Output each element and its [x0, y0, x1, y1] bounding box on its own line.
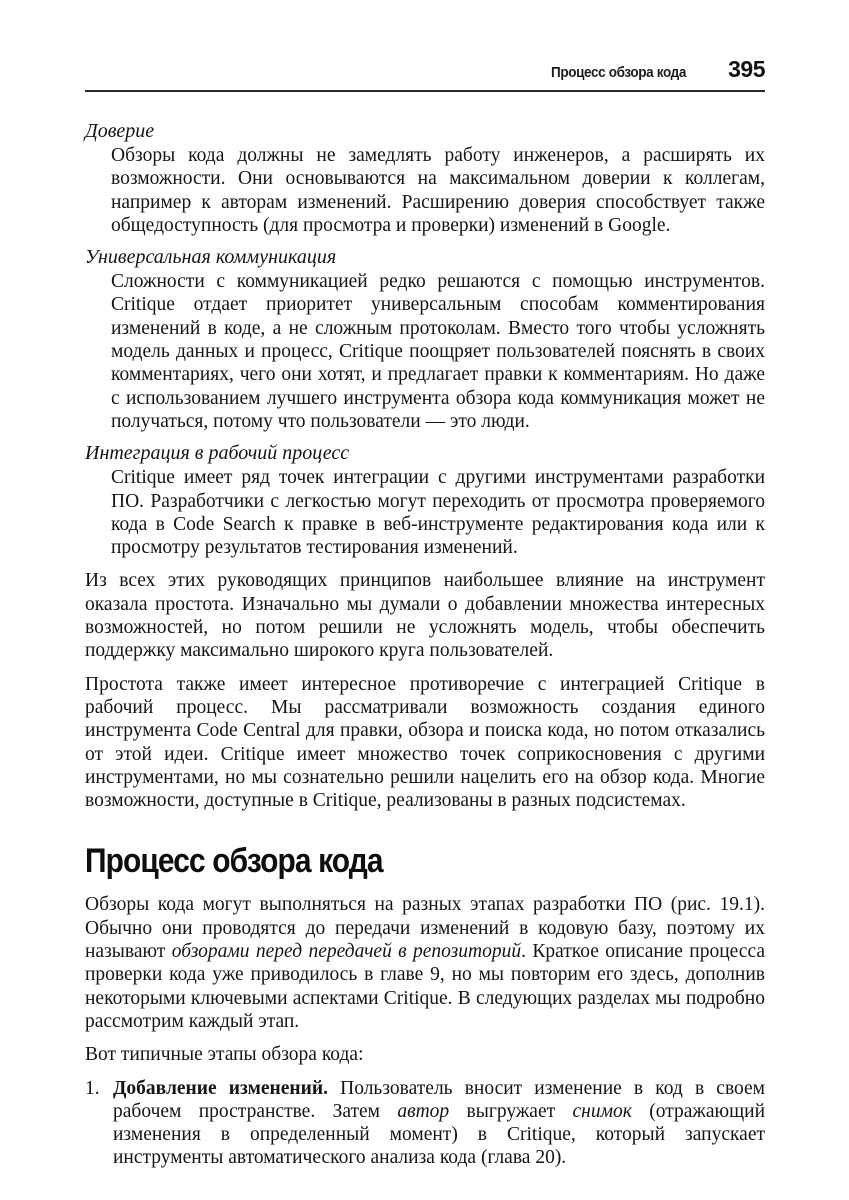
- review-steps-list: [85, 1077, 765, 1170]
- step-segment-italic: снимок: [572, 1100, 632, 1122]
- definition-term: Интеграция в рабочий процесс: [85, 442, 350, 465]
- definition-text: Critique имеет ряд точек интеграции с другими инструментами разработки ПО. Разработчики с легкостью могут переходить от просмотра проверяемого кода в Code Search к правке в веб-инструменте редактирования кода или к просмотру результатов тестирования изменений.: [111, 467, 765, 559]
- step-segment: выгружает: [449, 1100, 573, 1122]
- definition-term: Универсальная коммуникация: [85, 246, 337, 269]
- header-rule: [85, 90, 765, 92]
- page-header: [85, 56, 765, 83]
- guiding-principles-list: [85, 120, 765, 559]
- definition-trust: [85, 120, 765, 237]
- section-title: Процесс обзора кода: [85, 842, 383, 881]
- list-item-step-1: [85, 1077, 765, 1170]
- steps-lead: Вот типичные этапы обзора кода:: [85, 1044, 364, 1066]
- definition-universal-communication: [85, 246, 765, 433]
- intro-segment-italic: обзорами перед передачей в репозиторий: [171, 941, 522, 963]
- definition-text: Сложности с коммуникацией редко решаются с помощью инструментов. Critique отдает приоритет универсальным способам комментирования изменений в коде, а не сложным протоколам. Вместо того чтобы усложнять модель данных и процесс, Critique поощряет пользователей пояснять в своих комментариях, чего они хотят, и предлагает правки к комментариям. Но даже с использованием лучшего инструмента обзора кода коммуникация может не получаться, потому что пользователи — это люди.: [111, 271, 765, 432]
- intro-segment: . Краткое описание процесса проверки кода уже приводилось в главе 9, но мы повторим его здесь, дополнив некоторыми ключевыми аспектами Critique. В следующих разделах мы подробно рассмотрим каждый этап.: [85, 941, 766, 1032]
- page-number: 395: [728, 56, 765, 82]
- step-number: 1.: [85, 1077, 100, 1099]
- section-intro-paragraph: [85, 893, 765, 1033]
- step-segment-bold: Добавление изменений.: [113, 1077, 328, 1099]
- definition-text: Обзоры кода должны не замедлять работу инженеров, а расширять их возможности. Они основываются на максимальном доверии к коллегам, например к авторам изменений. Расширению доверия способствует также общедоступность (для просмотра и проверки) изменений в Google.: [111, 145, 765, 236]
- step-segment-italic: автор: [397, 1100, 450, 1122]
- definition-term: Доверие: [85, 120, 155, 142]
- running-title: Процесс обзора кода: [551, 64, 687, 81]
- definition-workflow-integration: [85, 442, 765, 559]
- step-segment: (отражающий изменения в определенный момент) в Critique, который запускает инструменты автоматического анализа кода (глава 20).: [113, 1100, 765, 1169]
- step-text: [113, 1077, 765, 1170]
- paragraph-simplicity-tradeoff: Простота также имеет интересное противоречие с интеграцией Critique в рабочий процесс. Мы рассматривали возможность создания единого инструмента Code Central для правки, обзора и поиска кода, но потом отказались от этой идеи. Critique имеет множество точек соприкосновения с другими инструментами, но мы сознательно решили нацелить его на обзор кода. Многие возможности, доступные в Critique, реализованы в разных подсистемах.: [85, 673, 765, 812]
- step-segment: Пользователь вносит изменение в код в своем рабочем пространстве. Затем: [113, 1077, 765, 1122]
- paragraph-simplicity: Из всех этих руководящих принципов наибольшее влияние на инструмент оказала простота. Изначально мы думали о добавлении множества интересных возможностей, но потом решили не усложнять модель, чтобы обеспечить поддержку максимально широкого круга пользователей.: [85, 570, 765, 662]
- intro-segment: Обзоры кода могут выполняться на разных этапах разработки ПО (рис. 19.1). Обычно они проводятся до передачи изменений в кодовую базу, поэтому их называют: [85, 894, 765, 963]
